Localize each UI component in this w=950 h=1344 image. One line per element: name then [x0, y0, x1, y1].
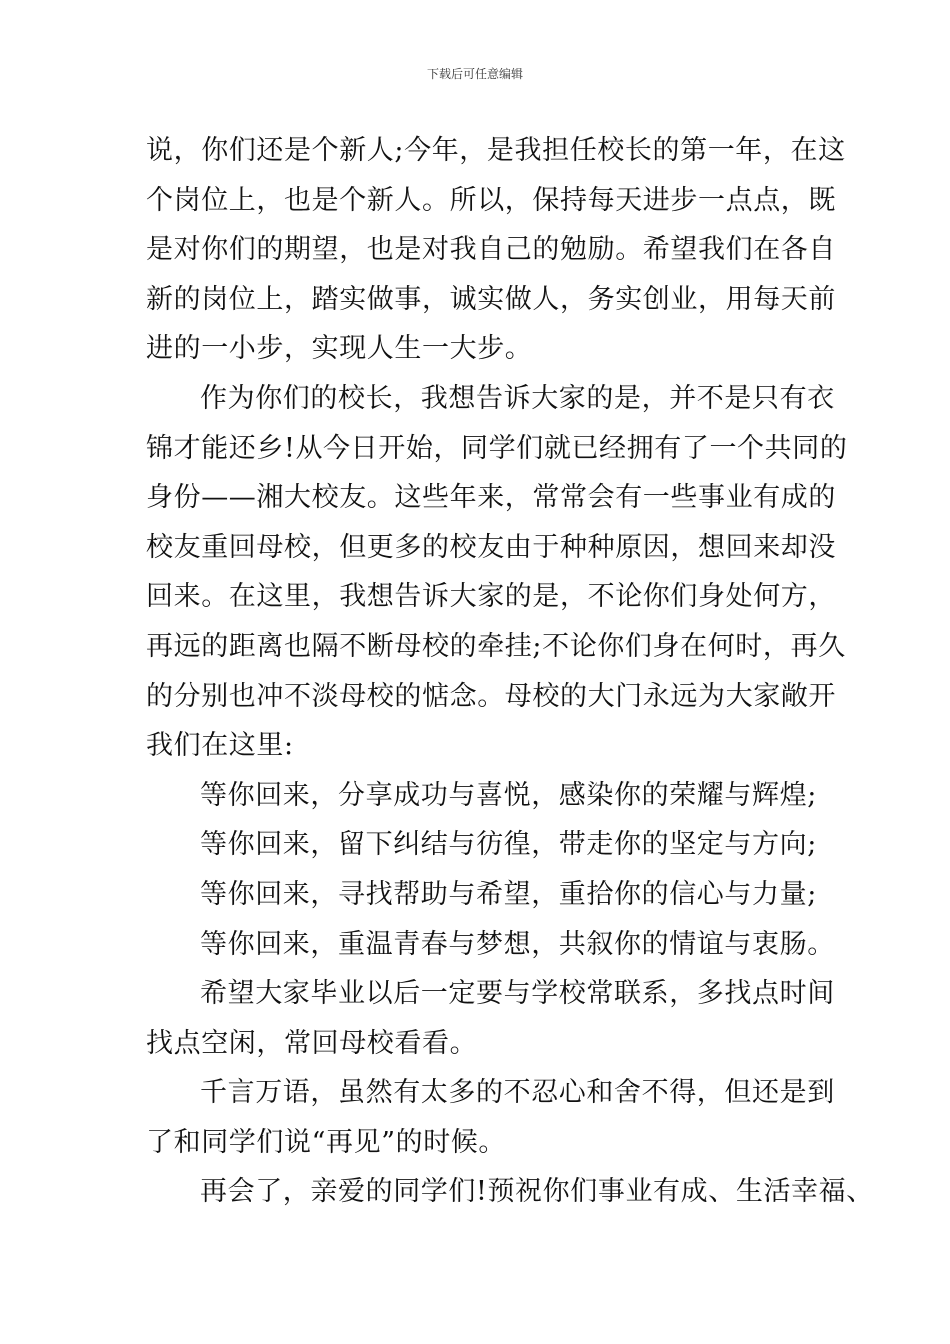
text-line: 是对你们的期望，也是对我自己的勉励。希望我们在各自: [146, 234, 836, 266]
text-line: 等你回来，分享成功与喜悦，感染你的荣耀与辉煌;: [200, 779, 817, 811]
text-line: 锦才能还乡!从今日开始，同学们就已经拥有了一个共同的: [146, 432, 848, 464]
text-line: 的分别也冲不淡母校的惦念。母校的大门永远为大家敞开: [146, 680, 836, 712]
text-line: 我们在这里:: [146, 730, 294, 762]
text-line: 等你回来，寻找帮助与希望，重拾你的信心与力量;: [200, 878, 817, 910]
text-line: 希望大家毕业以后一定要与学校常联系，多找点时间: [200, 978, 835, 1010]
text-line: 作为你们的校长，我想告诉大家的是，并不是只有衣: [200, 382, 835, 414]
text-line: 了和同学们说“再见”的时候。: [146, 1126, 507, 1158]
text-line: 身份——湘大校友。这些年来，常常会有一些事业有成的: [146, 482, 836, 514]
text-line: 找点空闲，常回母校看看。: [146, 1027, 478, 1059]
page-header: 下载后可任意编辑: [426, 67, 523, 81]
text-line: 进的一小步，实现人生一大步。: [146, 333, 533, 365]
text-line: 新的岗位上，踏实做事，诚实做人，务实创业，用每天前: [146, 283, 836, 315]
text-line: 千言万语，虽然有太多的不忍心和舍不得，但还是到: [200, 1077, 835, 1109]
text-line: 说，你们还是个新人;今年，是我担任校长的第一年，在这: [146, 135, 846, 166]
body-text: [146, 126, 874, 1217]
text-line: 等你回来，重温青春与梦想，共叙你的情谊与衷肠。: [200, 928, 835, 960]
text-line: 个岗位上，也是个新人。所以，保持每天进步一点点，既: [146, 184, 836, 216]
text-line: 等你回来，留下纠结与彷徨，带走你的坚定与方向;: [200, 829, 817, 861]
text-line: 再会了，亲爱的同学们!预祝你们事业有成、生活幸福、: [200, 1176, 874, 1208]
text-line: 回来。在这里，我想告诉大家的是，不论你们身处何方，: [146, 581, 836, 613]
text-line: 校友重回母校，但更多的校友由于种种原因，想回来却没: [146, 531, 836, 563]
text-line: 再远的距离也隔不断母校的牵挂;不论你们身在何时，再久: [146, 630, 846, 662]
